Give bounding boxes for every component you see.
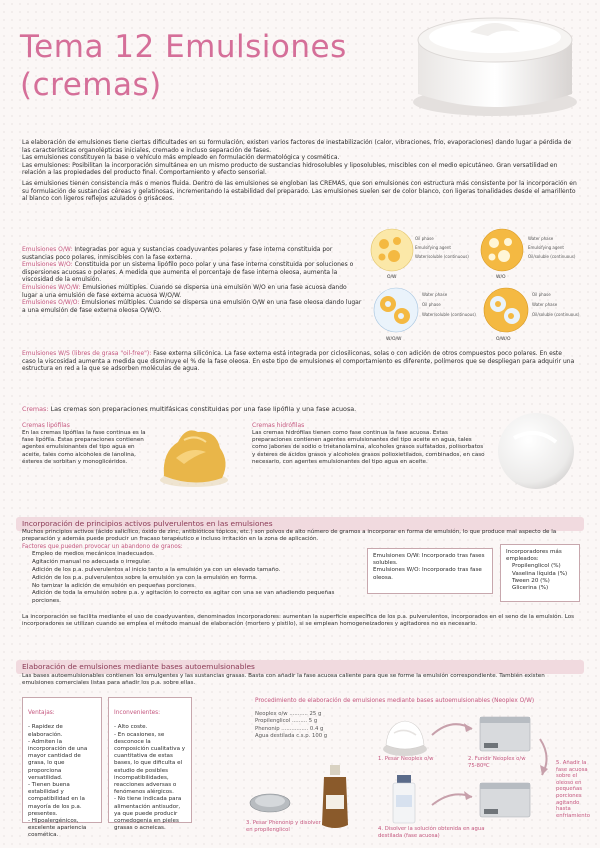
step3-petri-dish-image [250,794,290,812]
incorp-factors [22,544,360,606]
step3-bottle-image [322,765,348,828]
type-owo: Emulsiones O/W/O: Emulsiones múltiples. Cuando se dispersa una emulsión O/W en una fase oleosa dando lugar a una emulsión de fase externa oleosa O/W/O. [22,299,362,314]
incorporador-item: Propilenglicol (%) [512,563,561,570]
owo-diagram [484,288,580,342]
incorporador-item: Glicerina (%) [512,585,549,592]
owo-label-water: Water phase [532,302,558,307]
step4-bottle-image [393,775,415,823]
hydrophilic-cream-image [492,408,580,494]
recipe-item: Phenonip ................ 0.4 g [255,725,324,732]
owo-label-cont: Oil/soluble (continuous) [532,312,580,317]
recipe-item: Agua destilada c.s.p. 100 g [255,733,328,740]
hidro-text: Las cremas hidrófilas tienen como fase continua la fase acuosa. Estas preparaciones contienen agentes emulsionantes del tipo aceite en agua, tales como jabones de sodio o trietanolamina, alcoholes grasos sulfatados, polisorbatos y ésteres de ácidos grasos y alcoholes grasos polioxietilados, combinados, en caso necesario, con agentes emulsionantes del tipo agua en aceite. [252,430,485,465]
auto-p1: Las bases autoemulsionables contienen los emulgentes y las sustancias grasas. Basta con añadir la fase acuosa caliente para que se forme la emulsión correspondiente. También existen emulsiones comerciales listas para añadir los p.a. sobre ellas. [22,673,545,687]
type-ow: Emulsiones O/W: Integradas por agua y sustancias coadyuvantes polares y fase interna constituida por sustancias poco polares, inmiscibles con la fase externa. [22,246,333,261]
incorporadores-title: Incorporadores más empleados: [506,549,562,563]
type-wo: Emulsiones W/O: Constituida por un sistema lipófilo poco polar y una fase interna constituida por soluciones o dispersiones acuosas o polares. A medida que aumenta el porcentaje de fase interna oleosa, aumenta la viscosidad de la emulsión. [22,261,354,284]
wow-label-cont: Water/soluble (continuous) [422,312,476,317]
emulsion-types [22,246,362,314]
owo-caption: O/W/O [496,337,511,342]
ow-label-agent: Emulsifying agent [415,245,451,250]
incorp-box-incorporadores [500,544,580,602]
factor-item: Adición de los p.a. pulverulentos sobre la emulsión ya con la emulsión en forma. [32,574,258,581]
ow-diagram [371,229,469,280]
ow-label-oil: Oil phase [415,236,434,241]
wow-label-oil: Oil phase [422,302,441,307]
wo-label-oil: Oil/soluble (continuous) [528,254,576,259]
ow-caption: O/W [387,275,397,280]
owo-label-oil: Oil phase [532,292,551,297]
intro-p3: Las emulsiones: Posibilitan la incorporación simultánea en un mismo producto de sustancias hidrosolubles y liposolubles, miscibles con el medio epicutáneo. Gran versatilidad en relación a las propiedades del producto final. Comportamiento y efecto sensorial. [22,161,558,177]
incorporador-item: Vaselina líquida (%) [512,570,568,577]
intro-p1: La elaboración de emulsiones tiene ciertas dificultades en su formulación, existen varios factores de inestabilización (calor, vibraciones, frío, evaporaciones) dando lugar a pérdida de las características organolépticas iniciales, cremado e incluso separación de fases. [22,139,572,154]
wow-caption: W/O/W [386,337,402,342]
factor-item: Empleo de medios mecánicos inadecuados. [32,551,155,558]
ventajas-box [22,697,102,839]
lipo-text: En las cremas lipófilas la fase continua es la fase lipófila. Estas preparaciones contienen agentes emulsionantes del tipo agua en aceite, tales como alcoholes de lanolina, ésteres de sorbitan y monoglicéridos. [22,430,146,465]
arrow-head-icon [540,765,548,775]
cremas-definition: Cremas: Las cremas son preparaciones multifásicas constituidas por una fase lipófila y una fase acuosa. [22,405,357,413]
wow-label-water: Water phase [422,292,448,297]
step4-caption: 4. Disolver la solución obtenida en agua destilada (fase acuosa) [378,826,485,839]
step2-caption: 2. Fundir Neoplex o/w 75-80ºC [468,756,526,769]
cremas-hidrofilas [252,422,486,466]
wo-caption: W/O [496,275,506,280]
silicone-emulsions: Emulsiones W/S (libres de grasa "oil-free"): Fase externa silicónica. La fase externa está integrada por ciclosiliconas, solas o con adición de otros compuestos poco polares. En este caso la viscosidad aumenta a medida que disminuye el % de la fase oleosa. En este tipo de emulsiones el comportamiento es diferente, polímeros que se despliegan para adquirir una estructura en red a la que se adsorben moléculas de agua. [22,350,575,373]
factor-item: Agitación manual no adecuada o irregular. [32,559,151,566]
inconvenientes-box [108,697,192,832]
recipe-item: Neoplex o/w ........... 25 g [255,711,322,717]
step3-caption: 3. Pesar Phenonip y disolver en propilenglicol [246,820,321,833]
type-wow: Emulsiones W/O/W: Emulsiones múltiples. Cuando se dispersa una emulsión W/O en una fase acuosa dando lugar a una emulsión de fase externa acuosa W/O/W. [22,283,347,299]
procedure-title: Procedimiento de elaboración de emulsiones mediante bases autoemulsionables (Neoplex O/W) [255,698,535,704]
lipo-title: Cremas lipófilas [22,422,70,429]
cremas-lipofilas [22,422,148,466]
cream-jar-image [400,2,585,122]
factor-item: Adición de toda la emulsión sobre p.a. y agitación lo correcto es agitar con una se van añadiendo pequeñas porciones. [32,590,335,605]
ow-label-water: Water/soluble (continuous) [415,254,469,259]
title-line-2: (cremas) [20,67,162,103]
step1-weighing-image [383,721,427,756]
step2-water-bath-image [480,717,530,751]
step5-water-bath-image [480,783,530,817]
recipe-item: Propilenglicol ......... 5 g [255,718,318,725]
intro-p2: Las emulsiones constituyen la base o vehículo más empleado en formulación dermatológica y cosmética. [22,154,340,162]
incorporador-item: Tween 20 (%) [512,577,550,584]
ventajas-text: - Rapidez de elaboración. - Admiten la incorporación de una mayor cantidad de grasa, lo que proporciona versatilidad. - Tienen buena estabilidad y compatibilidad en la mayoría de los p.a. presentes. - Hipoalergénicos, excelente apariencia cosmética. [28,724,88,839]
intro-section [22,139,577,203]
factor-item: No tamizar la adición de emulsión en pequeñas porciones. [32,582,196,589]
emulsion-types-diagram [370,228,585,346]
lipophilic-cream-image [154,418,234,490]
wo-diagram [481,229,576,280]
incorp-heading: Incorporación de principios activos pulverulentos en las emulsiones [16,517,584,531]
step1-caption: 1. Pesar Neoplex o/w [378,756,434,762]
auto-heading: Elaboración de emulsiones mediante bases autoemulsionables [16,660,584,674]
incorp-p2: La incorporación se facilita mediante el uso de coadyuvantes, denominados incorporadores: aumentan la superficie específica de los p.a. pulverulentos, incorporados en el seno de la emulsión. Los incorporadores se utilizan cuando se emplea el método manual de elaboración (mortero y pistilo), si se emplean homogeneizadores y agitadores no es necesario. [22,614,575,628]
hidro-title: Cremas hidrófilas [252,422,305,429]
page-title [20,28,360,104]
incorp-p1: Muchos principios activos (ácido salicílico, óxido de zinc, antibióticos tópicos, etc.) son polvos de alto número de gramos a incorporar en forma de emulsión, lo que produce mal aspecto de la preparación y además puede producir un fracaso terapéutico e incluso irritación en la zona de aplicación. [22,529,557,543]
title-line-1: Tema 12 Emulsiones [20,29,347,65]
inconvenientes-text: - Alto coste. - En ocasiones, se desconoce la composición cualitativa y cuantitativa de estas bases, lo que dificulta el estudio de posibles incompatibilidades, reacciones adversas o fenómenos alérgicos. - No tiene indicada para alimentación antisudor, ya que puede producir comedogenia en pieles grasas o acneicas. [114,724,186,832]
ventajas-title: Ventajas: [28,710,55,717]
factors-list [22,551,360,606]
factors-title: Factores que pueden provocar un abandono de granos: [22,544,183,550]
step5-caption: 5. Añadir la fase acuosa sobre el oleoso en pequeñas porciones agitando hasta enfriamiento [556,760,590,819]
intro-p4: Las emulsiones tienen consistencia más o menos fluida. Dentro de las emulsiones se engloban las CREMAS, que son emulsiones con estructura más consistente por la incorporación en su formulación de sustancias céreas y gelatinosas, incrementando la estabilidad del preparado. Las emulsiones suelen ser de color blanco, con ligeras tonalidades desde el amarillento al blanco con ligeros reflejos azulados o grisáceos. [22,179,577,203]
inconvenientes-title: Inconvenientes: [114,710,161,717]
wo-label-agent: Emulsifying agent [528,245,564,250]
incorp-box-emulsions: Emulsiones O/W: Incorporado tras fases solubles. Emulsiones W/O: Incorporado tras fase oleosa. [367,548,493,594]
wo-label-water: Water phase [528,236,554,241]
factor-item: Adición de los p.a. pulverulentos al inicio tanto a la emulsión ya con un elevado tamaño. [32,567,281,573]
wow-diagram [374,288,476,342]
